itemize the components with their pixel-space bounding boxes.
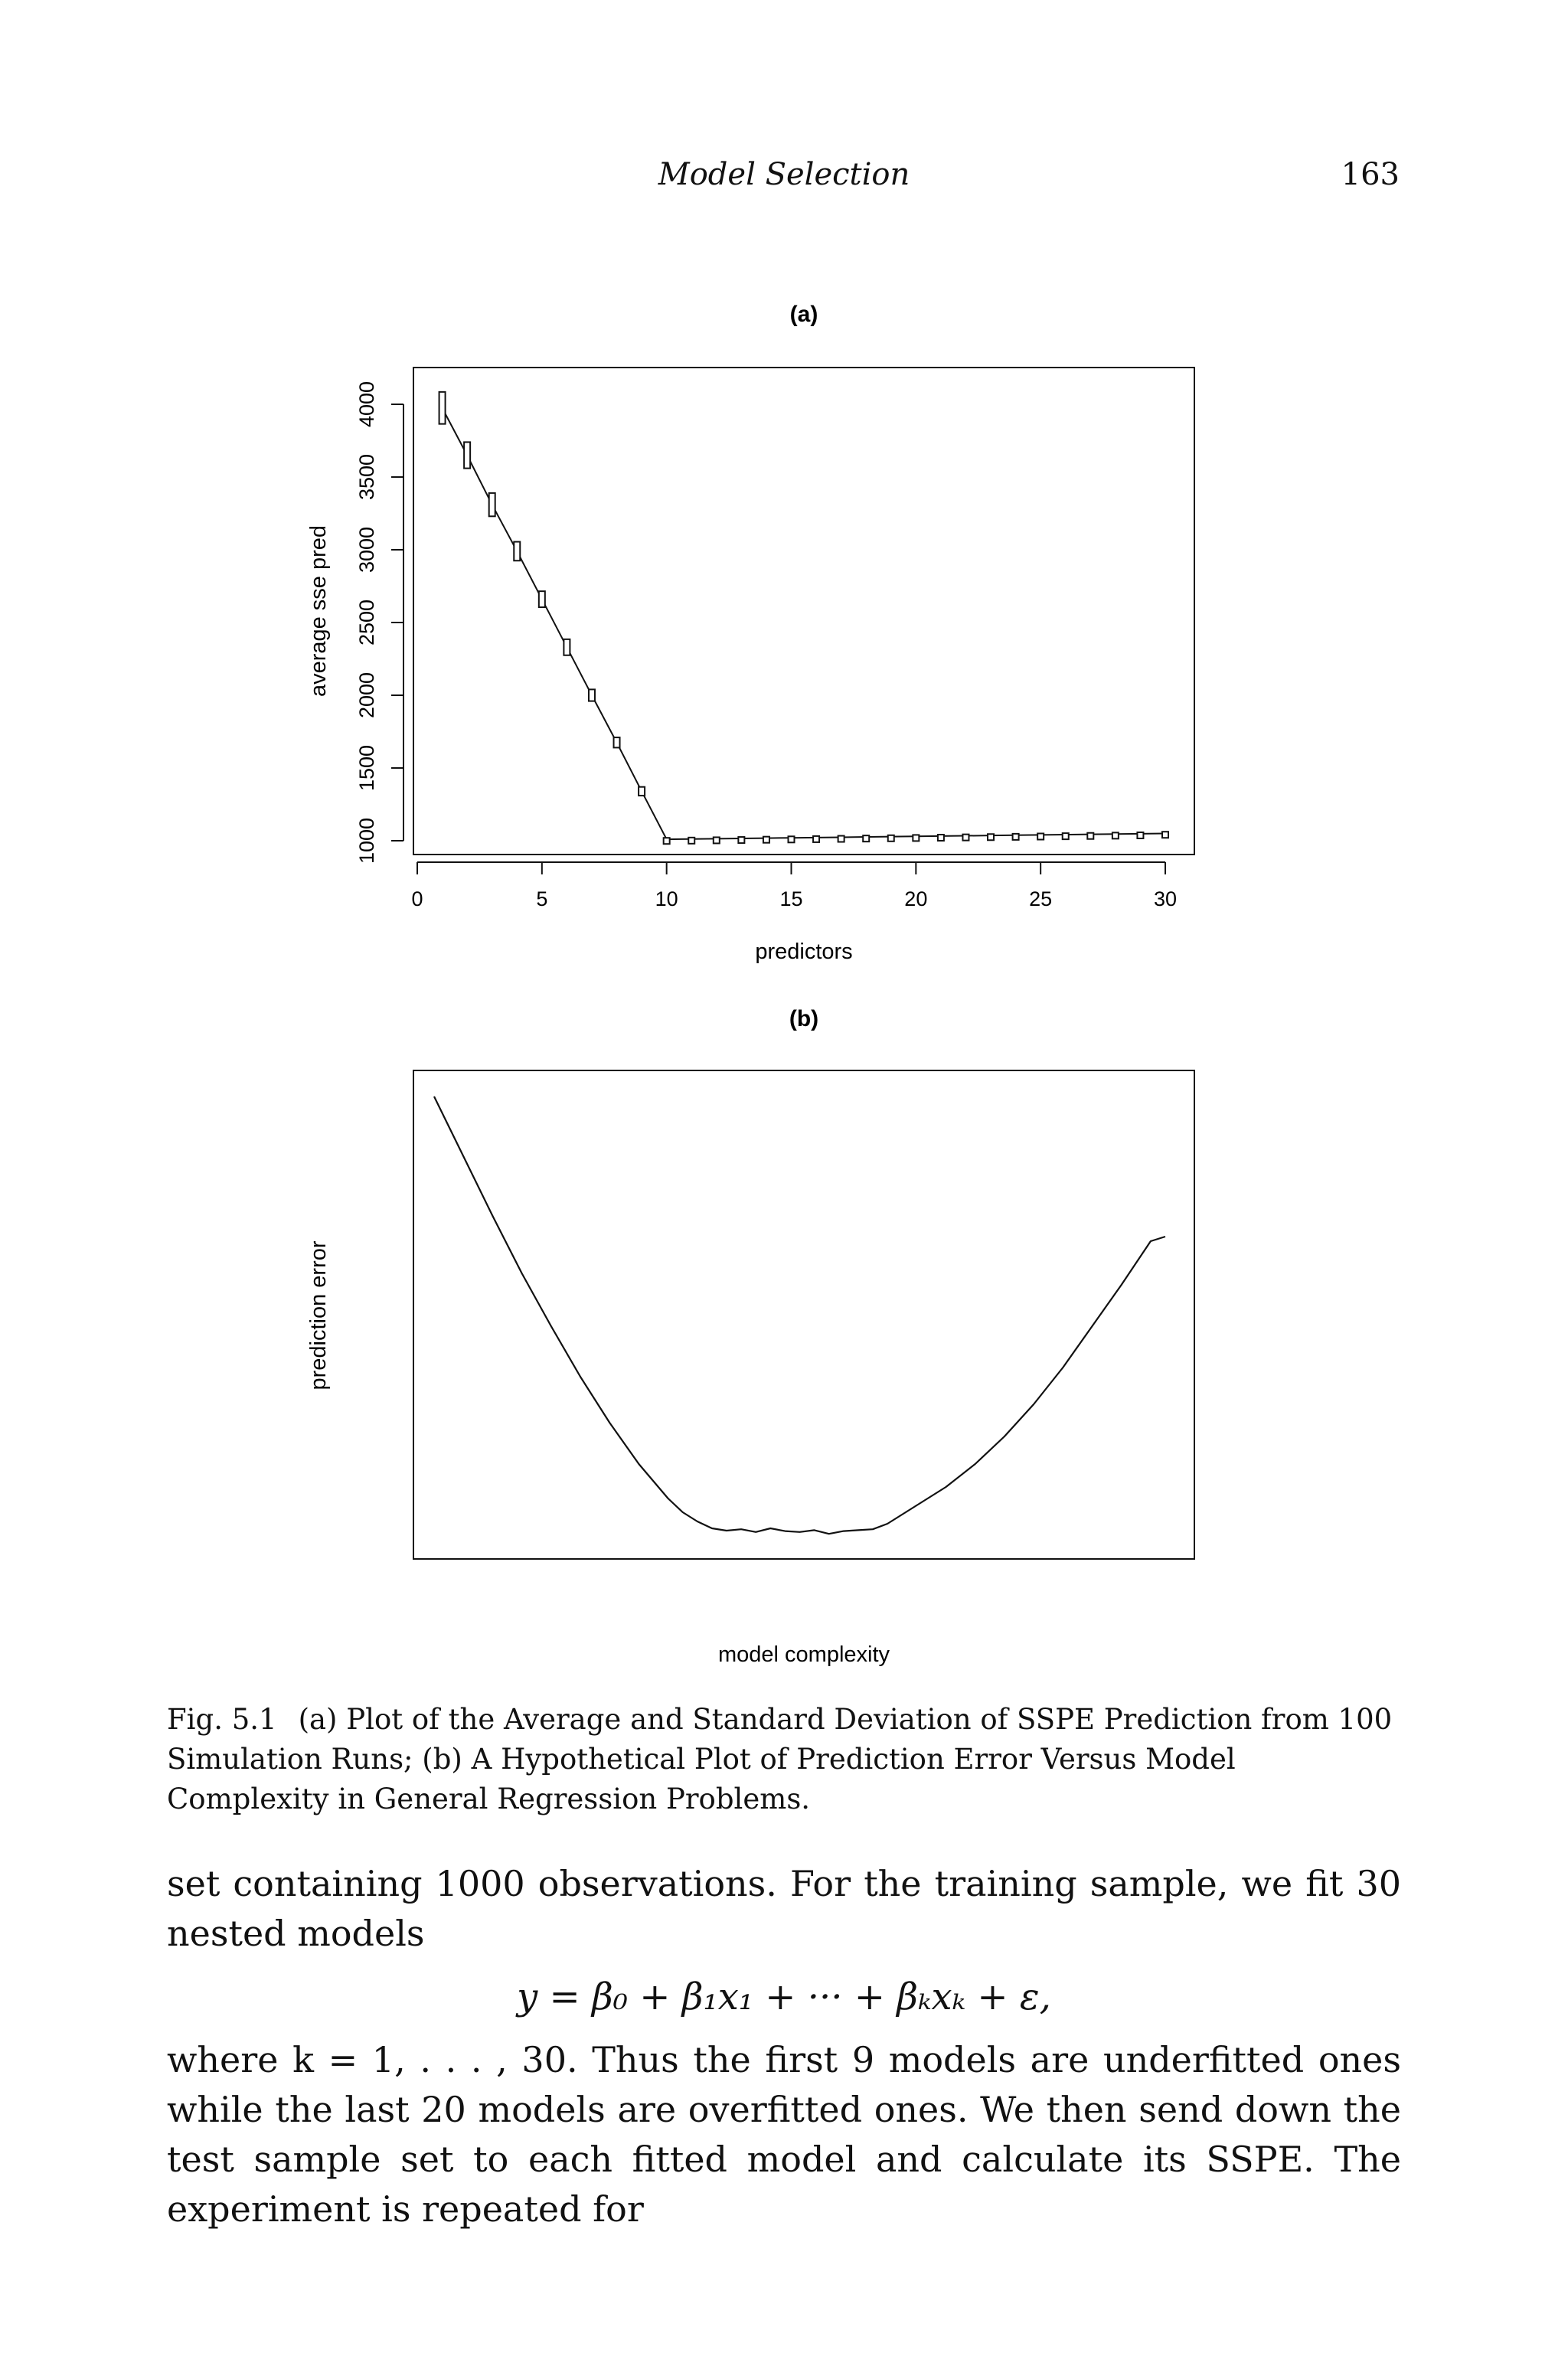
error-bar	[763, 837, 769, 843]
x-tick-label: 30	[1153, 887, 1178, 910]
error-bar	[514, 542, 520, 561]
error-bar	[789, 836, 795, 842]
error-bar	[938, 835, 944, 841]
body-text	[167, 1859, 1401, 2234]
x-tick-label: 0	[411, 887, 423, 910]
error-bar	[738, 837, 744, 843]
chart-a-frame	[413, 368, 1194, 855]
x-tick-label: 15	[779, 887, 803, 910]
chart-a-title: (a)	[789, 302, 818, 327]
error-bar	[1137, 832, 1143, 838]
error-bar	[589, 689, 595, 701]
y-tick-label: 2500	[355, 599, 378, 646]
chart-b-y-label: prediction error	[306, 1240, 331, 1391]
paragraph: where k = 1, . . . , 30. Thus the first 9 models are underfitted ones while the last 20 models are overfitted ones. We then send down the test sample set to each fitted model and calculate its SSPE. The experiment is repeated for	[167, 2039, 1401, 2230]
error-bar	[564, 639, 570, 655]
error-bar	[962, 835, 969, 841]
series-line	[443, 408, 1165, 839]
chart-a-y-axis	[355, 381, 403, 864]
error-bar	[863, 835, 869, 841]
error-bar	[664, 838, 670, 844]
chart-a-marks	[439, 392, 1168, 844]
error-bar	[439, 392, 446, 424]
error-bar	[1087, 833, 1093, 839]
x-tick-label: 10	[655, 887, 678, 910]
x-tick-label: 20	[904, 887, 928, 910]
y-tick-label: 1500	[355, 744, 378, 792]
chart-b-title: (b)	[789, 1006, 819, 1031]
y-tick-label: 1000	[355, 817, 378, 864]
running-head	[0, 157, 1568, 203]
chart-b-frame	[413, 1070, 1194, 1559]
chart-a-x-axis	[411, 862, 1177, 910]
error-bar	[1112, 832, 1119, 838]
prediction-error-curve	[434, 1096, 1165, 1534]
error-bar	[1063, 833, 1069, 839]
y-tick-label: 4000	[355, 381, 378, 428]
error-bar	[714, 837, 720, 843]
error-bar	[1037, 834, 1044, 840]
y-tick-label: 3500	[355, 453, 378, 501]
panel-a	[306, 302, 1194, 964]
error-bar	[838, 836, 844, 842]
error-bar	[888, 835, 894, 841]
error-bar	[813, 836, 819, 842]
error-bar	[1013, 834, 1019, 840]
caption-label: Fig. 5.1	[167, 1703, 277, 1736]
figure-5-1	[0, 276, 1568, 1667]
error-bar	[464, 442, 470, 468]
error-bar	[688, 838, 694, 844]
error-bar	[988, 834, 994, 840]
x-tick-label: 5	[536, 887, 548, 910]
error-bar	[1162, 832, 1168, 838]
caption-text: (a) Plot of the Average and Standard Deviation of SSPE Prediction from 100 Simulation Runs; (b) A Hypothetical Plot of Prediction Error Versus Model Complexity in General Regression Problems.	[167, 1703, 1393, 1815]
paragraph: set containing 1000 observations. For the training sample, we fit 30 nested models	[167, 1863, 1401, 1954]
equation: y = β₀ + β₁x₁ + ··· + βₖxₖ + ε,	[517, 1975, 1051, 2018]
y-tick-label: 2000	[355, 672, 378, 719]
error-bar	[614, 737, 620, 747]
chart-b-marks	[434, 1096, 1165, 1534]
page-number: 163	[1341, 157, 1400, 192]
x-tick-label: 25	[1029, 887, 1053, 910]
error-bar	[639, 787, 645, 796]
error-bar	[489, 493, 495, 516]
running-title: Model Selection	[658, 157, 910, 192]
error-bar	[913, 835, 919, 841]
chart-a-x-label: predictors	[755, 940, 853, 964]
chart-a-y-label: average sse pred	[306, 525, 331, 698]
error-bar	[539, 591, 545, 607]
y-tick-label: 3000	[355, 526, 378, 574]
panel-b	[306, 1006, 1194, 1667]
figure-caption	[167, 1700, 1401, 1819]
chart-b-x-label: model complexity	[717, 1642, 890, 1667]
